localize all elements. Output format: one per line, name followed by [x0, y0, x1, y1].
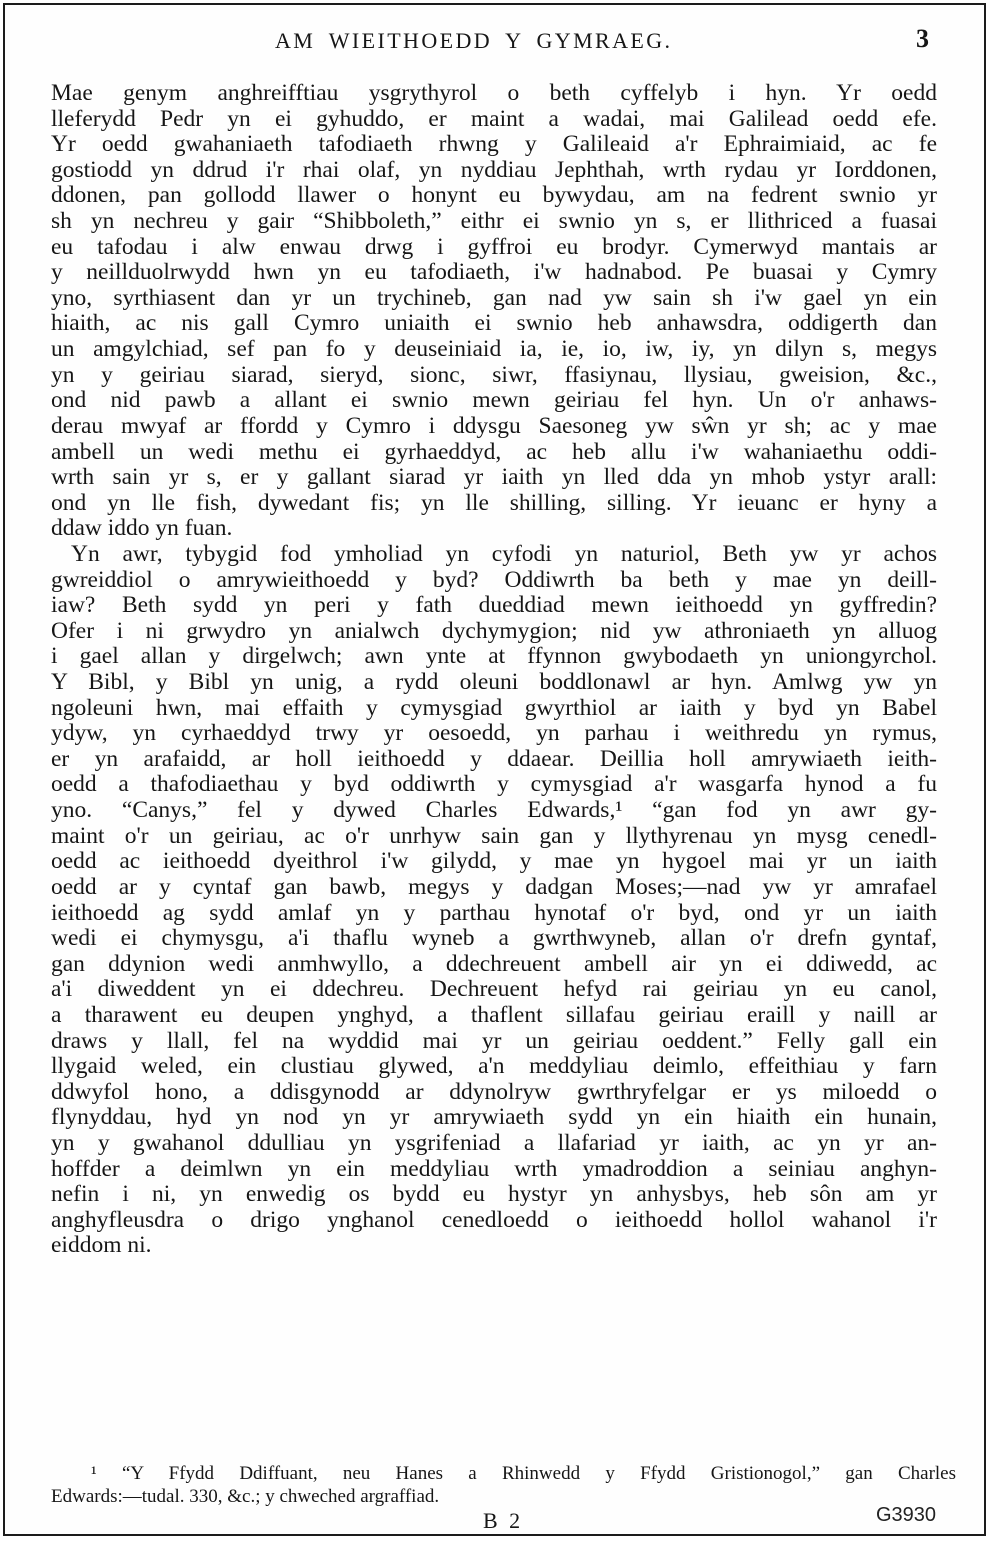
text-line: hoffder a deimlwn yn ein meddyliau wrth ymadroddion a seiniau anghyn-	[51, 1156, 937, 1182]
text-line: oedd ar y cyntaf gan bawb, megys y dadgan Moses;—nad yw yr amrafael	[51, 874, 937, 900]
text-line: Y Bibl, y Bibl yn unig, a rydd oleuni boddlonawl ar hyn. Amlwg yw yn	[51, 670, 937, 696]
text-line: Yr oedd gwahaniaeth tafodiaeth rhwng y Galileaid a'r Ephraimiaid, ac fe	[51, 132, 937, 158]
text-line: Mae genym anghreifftiau ysgrythyrol o beth cyffelyb i hyn. Yr oedd	[51, 81, 937, 106]
text-line: yno. “Canys,” fel y dywed Charles Edwards,¹ “gan fod yn awr gy-	[51, 798, 937, 824]
text-line: derau mwyaf ar ffordd y Cymro i ddysgu Saesoneg yw sŵn yr sh; ac y mae	[51, 413, 937, 439]
text-line: anghyfleusdra o drigo ynghanol cenedloedd o ieithoedd hollol wahanol i'r	[51, 1207, 937, 1233]
text-line: er yn arafaidd, ar holl ieithoedd y ddaear. Deillia holl amrywiaeth ieith-	[51, 746, 937, 772]
text-line: lleferydd Pedr yn ei gyhuddo, er maint a wadai, mai Galilead oedd efe.	[51, 106, 937, 132]
signature-mark: B 2	[483, 1508, 524, 1533]
text-line: Yn awr, tybygid fod ymholiad yn cyfodi yn naturiol, Beth yw yr achos	[71, 541, 937, 567]
text-line: sh yn nechreu y gair “Shibboleth,” eithr ei swnio yn s, er llithriced a fuasai	[51, 209, 937, 235]
text-line: yn y gwahanol ddulliau yn ysgrifeniad a llafariad yr iaith, ac yn yr an-	[51, 1130, 937, 1156]
text-line: a tharawent eu deupen ynghyd, a thaflent sillafau geiriau eraill y naill ar	[51, 1002, 937, 1028]
text-line: ddwyfol hono, a ddisgynodd ar ddynolryw gwrthryfelgar er ys miloedd o	[51, 1079, 937, 1105]
text-line: ond yn lle fish, dywedant fis; yn lle shilling, silling. Yr ieuanc er hyny a	[51, 490, 937, 516]
running-title: AM WIEITHOEDD Y GYMRAEG.	[275, 28, 673, 53]
text-line: llygaid weled, ein clustiau glywed, a'n meddyliau deimlo, effeithiau y farn	[51, 1054, 937, 1080]
text-line: ieithoedd ag sydd amlaf yn y parthau hynotaf o'r byd, ond yr un iaith	[51, 900, 937, 926]
text-line: ddonen, pan gollodd llawer o honynt eu bywydau, am na fedrent swnio yr	[51, 183, 937, 209]
body-text	[51, 81, 937, 1259]
text-line: wedi ei chymysgu, a'i thaflu wyneb a gwrthwyneb, allan o'r drefn gyntaf,	[51, 926, 937, 952]
text-line: gostiodd yn ddrud i'r rhai olaf, yn nyddiau Jephthah, wrth rydau yr Iorddonen,	[51, 157, 937, 183]
text-line: gwreiddiol o amrywieithoedd y byd? Oddiwrth ba beth y mae yn deill-	[51, 567, 937, 593]
footnote	[51, 1462, 956, 1508]
text-line: hiaith, ac nis gall Cymro uniaith ei swnio heb anhawsdra, oddigerth dan	[51, 311, 937, 337]
text-line: gan ddynion wedi anmhwyllo, a ddechreuent ambell air yn ei ddiwedd, ac	[51, 951, 937, 977]
text-line: ddaw iddo yn fuan.	[51, 516, 233, 542]
text-line: nefin i ni, yn enwedig os bydd eu hystyr yn anhysbys, heb sôn am yr	[51, 1182, 937, 1208]
text-line: maint o'r un geiriau, ac o'r unrhyw sain gan y llythyrenau yn mysg cenedl-	[51, 823, 937, 849]
text-line: ond nid pawb a allant ei swnio mewn geiriau fel hyn. Un o'r anhaws-	[51, 388, 937, 414]
running-head	[5, 24, 984, 54]
text-line: y neillduolrwydd hwn yn eu tafodiaeth, i'w hadnabod. Pe buasai y Cymry	[51, 260, 937, 286]
text-line: eiddom ni.	[51, 1233, 152, 1259]
footnote-line: Edwards:—tudal. 330, &c.; y chweched argraffiad.	[51, 1486, 440, 1507]
text-line: un amgylchiad, sef pan fo y deuseiniaid ia, ie, io, iw, iy, yn dilyn s, megys	[51, 337, 937, 363]
text-line: eu tafodau i alw enwau drwg i gyffroi eu brodyr. Cymerwyd mantais ar	[51, 234, 937, 260]
text-line: ydyw, yn cyrhaeddyd trwy yr oesoedd, yn parhau i weithredu yn rymus,	[51, 721, 937, 747]
text-line: ngoleuni hwn, mai effaith y cymysgiad gwyrthiol ar iaith y byd yn Babel	[51, 695, 937, 721]
catalog-id: G3930	[875, 1504, 936, 1526]
text-line: oedd a thafodiaethau y byd oddiwrth y cymysgiad a'r wasgarfa hynod a fu	[51, 772, 937, 798]
footnote-line: ¹ “Y Ffydd Ddiffuant, neu Hanes a Rhinwedd y Ffydd Gristionogol,” gan Charles	[91, 1463, 956, 1484]
document-page	[3, 3, 986, 1536]
text-line: wrth sain yr s, er y gallant siarad yr iaith yn lled dda yn mhob ystyr arall:	[51, 465, 937, 491]
text-line: oedd ac ieithoedd dyeithrol i'w gilydd, y mae yn hygoel mai yr un iaith	[51, 849, 937, 875]
text-line: yn y geiriau siarad, sieryd, sionc, siwr, ffasiynau, llysiau, gweision, &c.,	[51, 362, 937, 388]
text-line: ambell un wedi methu ei gyrhaeddyd, ac heb allu i'w wahaniaethu oddi-	[51, 439, 937, 465]
text-line: draws y llall, fel na wyddid mai yr un geiriau oeddent.” Felly gall ein	[51, 1028, 937, 1054]
page-number: 3	[916, 24, 929, 53]
text-line: flynyddau, hyd yn nod yn yr amrywiaeth sydd yn ein hiaith ein hunain,	[51, 1105, 937, 1131]
text-line: yno, syrthiasent dan yr un trychineb, gan nad yw sain sh i'w gael yn ein	[51, 285, 937, 311]
text-line: Ofer i ni grwydro yn anialwch dychymygion; nid yw athroniaeth yn alluog	[51, 618, 937, 644]
text-line: a'i diweddent yn ei ddechreu. Dechreuent hefyd rai geiriau yn eu canol,	[51, 977, 937, 1003]
text-line: iaw? Beth sydd yn peri y fath dueddiad mewn ieithoedd yn gyffredin?	[51, 593, 937, 619]
text-line: i gael allan y dirgelwch; awn ynte at ffynnon gwybodaeth yn uniongyrchol.	[51, 644, 937, 670]
